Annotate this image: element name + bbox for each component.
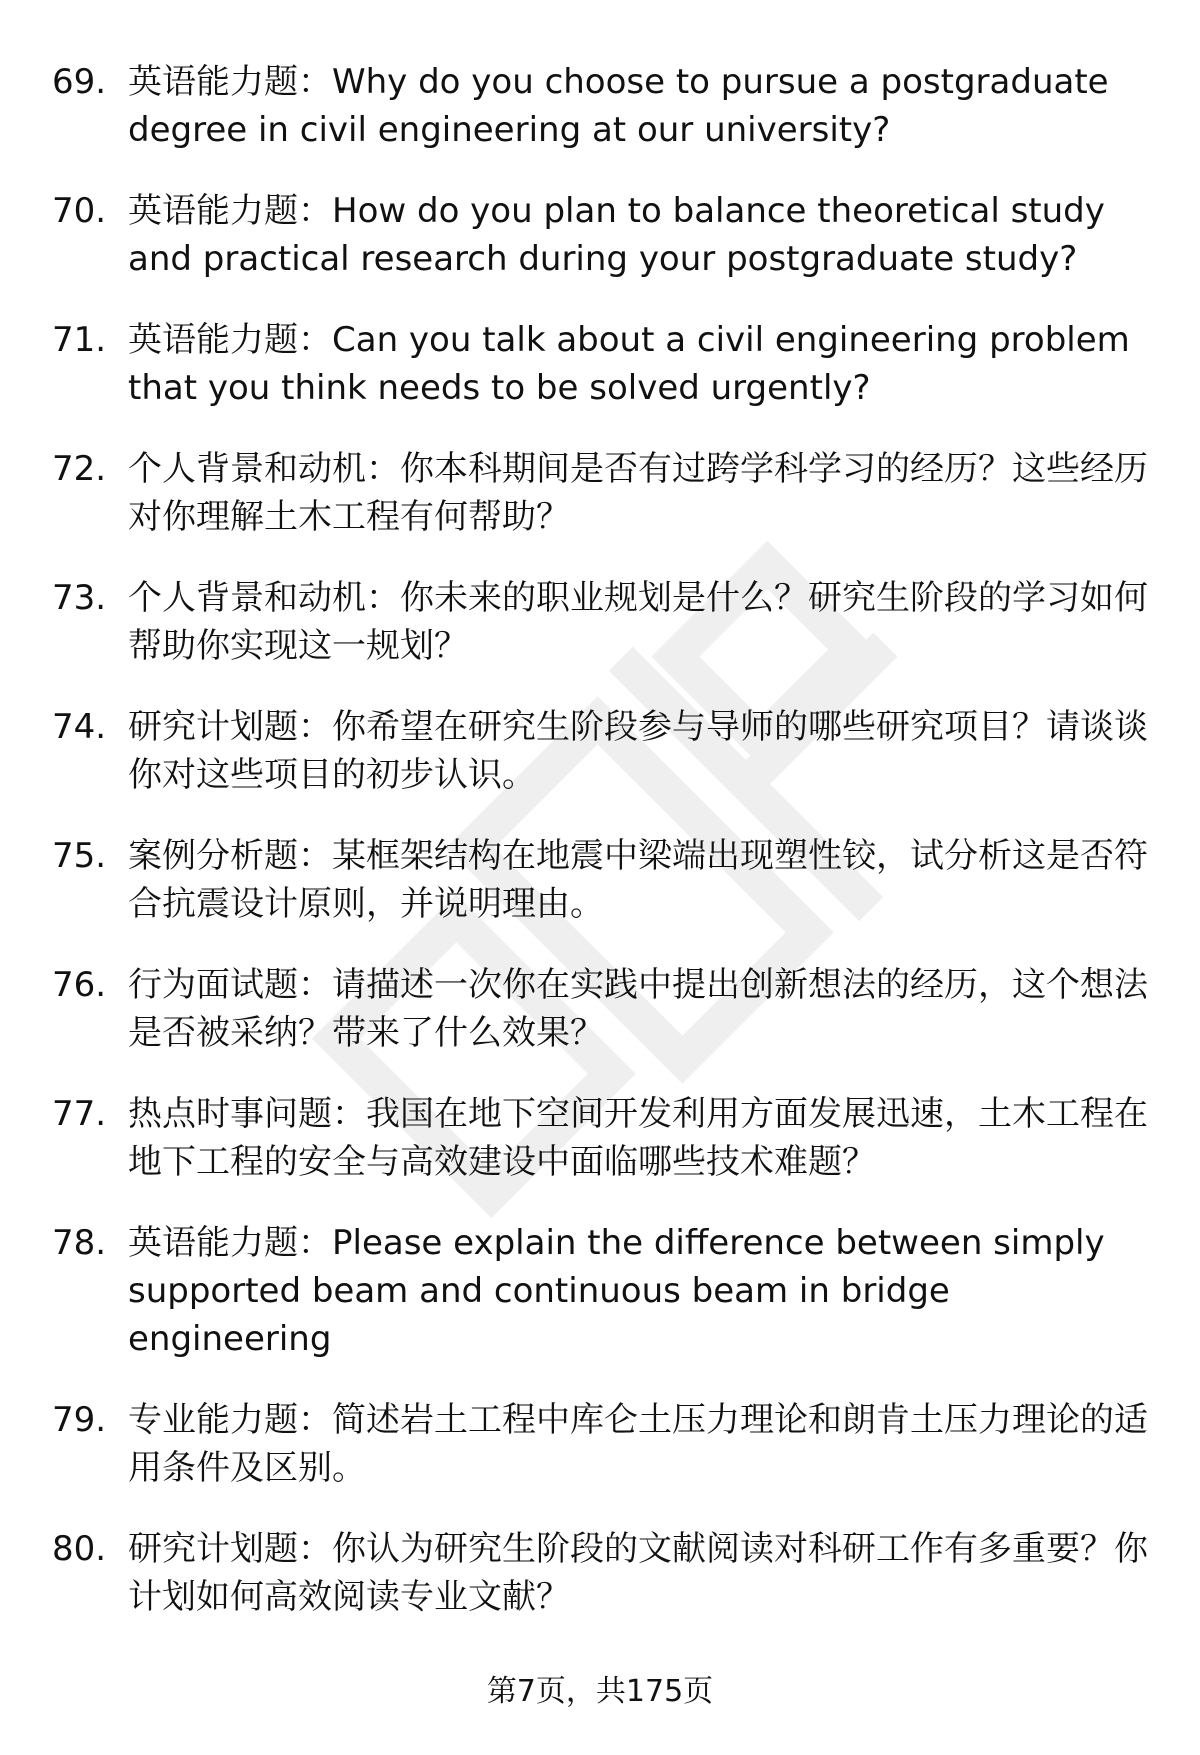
question-category: 英语能力题： <box>128 191 332 231</box>
question-body: 你未来的职业规划是什么？研究生阶段的学习如何帮助你实现这一规划？ <box>128 578 1148 666</box>
question-list <box>52 58 1157 1654</box>
question-item <box>52 1219 1157 1363</box>
question-body: Please explain the difference between simply supported beam and continuous beam in bridge engineering <box>128 1223 1105 1359</box>
question-body: 请描述一次你在实践中提出创新想法的经历，这个想法是否被采纳？带来了什么效果？ <box>128 965 1148 1053</box>
question-number: 69. <box>52 62 107 102</box>
question-text <box>128 574 1157 670</box>
question-category: 个人背景和动机： <box>128 449 400 489</box>
question-category: 英语能力题： <box>128 320 332 360</box>
question-category: 专业能力题： <box>128 1400 332 1440</box>
question-body: 简述岩土工程中库仑土压力理论和朗肯土压力理论的适用条件及区别。 <box>128 1400 1148 1488</box>
question-category: 个人背景和动机： <box>128 578 400 618</box>
question-text <box>128 961 1157 1057</box>
question-item <box>52 1396 1157 1492</box>
question-item <box>52 316 1157 412</box>
question-item <box>52 832 1157 928</box>
question-category: 英语能力题： <box>128 62 332 102</box>
question-text <box>128 58 1157 154</box>
question-number: 75. <box>52 836 107 876</box>
question-number: 80. <box>52 1529 107 1569</box>
question-category: 研究计划题： <box>128 1529 332 1569</box>
question-item <box>52 703 1157 799</box>
question-item <box>52 187 1157 283</box>
question-number: 71. <box>52 320 107 360</box>
question-body: 某框架结构在地震中梁端出现塑性铰，试分析这是否符合抗震设计原则，并说明理由。 <box>128 836 1148 924</box>
question-body: How do you plan to balance theoretical study and practical research during your postgraduate study? <box>128 191 1105 279</box>
page-footer <box>0 1672 1200 1712</box>
question-number: 74. <box>52 707 107 747</box>
page-number-label: 第7页，共175页 <box>486 1674 714 1709</box>
question-text <box>128 1219 1157 1363</box>
question-item <box>52 574 1157 670</box>
question-number: 79. <box>52 1400 107 1440</box>
question-category: 英语能力题： <box>128 1223 332 1263</box>
question-body: 你本科期间是否有过跨学科学习的经历？这些经历对你理解土木工程有何帮助？ <box>128 449 1148 537</box>
question-text <box>128 445 1157 541</box>
question-text <box>128 187 1157 283</box>
question-number: 72. <box>52 449 107 489</box>
question-number: 76. <box>52 965 107 1005</box>
question-body: Can you talk about a civil engineering problem that you think needs to be solved urgently? <box>128 320 1130 408</box>
question-item <box>52 961 1157 1057</box>
question-text <box>128 1090 1157 1186</box>
question-body: 你希望在研究生阶段参与导师的哪些研究项目？请谈谈你对这些项目的初步认识。 <box>128 707 1148 795</box>
question-text <box>128 832 1157 928</box>
question-number: 77. <box>52 1094 107 1134</box>
question-text <box>128 1396 1157 1492</box>
question-text <box>128 316 1157 412</box>
question-category: 热点时事问题： <box>128 1094 366 1134</box>
question-number: 70. <box>52 191 107 231</box>
question-text <box>128 703 1157 799</box>
question-body: 你认为研究生阶段的文献阅读对科研工作有多重要？你计划如何高效阅读专业文献？ <box>128 1529 1148 1617</box>
question-item <box>52 58 1157 154</box>
question-body: Why do you choose to pursue a postgraduate degree in civil engineering at our university? <box>128 62 1109 150</box>
question-number: 73. <box>52 578 107 618</box>
question-category: 研究计划题： <box>128 707 332 747</box>
question-item <box>52 1525 1157 1621</box>
question-number: 78. <box>52 1223 107 1263</box>
question-body: 我国在地下空间开发利用方面发展迅速，土木工程在地下工程的安全与高效建设中面临哪些技术难题？ <box>128 1094 1148 1182</box>
question-category: 案例分析题： <box>128 836 332 876</box>
question-text <box>128 1525 1157 1621</box>
question-item <box>52 1090 1157 1186</box>
question-item <box>52 445 1157 541</box>
question-category: 行为面试题： <box>128 965 332 1005</box>
